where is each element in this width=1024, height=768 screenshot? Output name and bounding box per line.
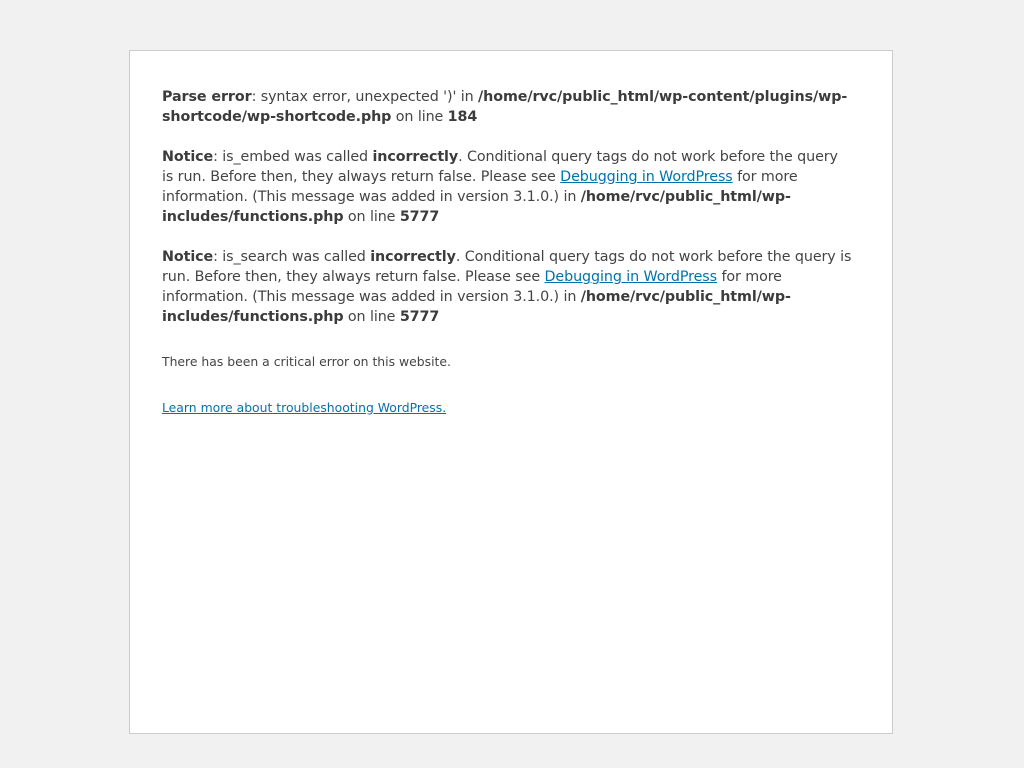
learn-more-troubleshooting-link[interactable]: Learn more about troubleshooting WordPress. — [162, 400, 447, 415]
notice-on-line: on line — [343, 209, 400, 225]
critical-error-message: There has been a critical error on this website. — [162, 354, 451, 369]
notice-suffix: for more information. (This message was added in version 3.1.0.) in — [162, 169, 798, 205]
parse-error-message — [162, 87, 852, 127]
notice-on-line: on line — [343, 309, 400, 325]
notice-path: /home/rvc/public_html/wp-includes/functions.php — [162, 289, 791, 325]
parse-error-on-line: on line — [391, 109, 448, 125]
parse-error-path: /home/rvc/public_html/wp-content/plugins/wp-shortcode/wp-shortcode.php — [162, 89, 848, 125]
notice-message — [162, 247, 852, 327]
parse-error-text: : syntax error, unexpected ')' in — [251, 89, 479, 105]
parse-error-line-number: 184 — [447, 109, 478, 125]
notice-prefix: : is_embed was called — [213, 149, 373, 165]
notice-incorrectly: incorrectly — [370, 249, 456, 265]
notice-middle: . Conditional query tags do not work before the query is run. Before then, they always return false. Please see — [162, 249, 852, 285]
notice-incorrectly: incorrectly — [372, 149, 459, 165]
notice-middle: . Conditional query tags do not work before the query is run. Before then, they always return false. Please see — [162, 149, 838, 185]
notice-prefix: : is_search was called — [213, 249, 371, 265]
notice-label: Notice — [162, 249, 214, 265]
error-content — [162, 87, 852, 417]
learn-more-paragraph — [162, 399, 852, 417]
notice-line-number: 5777 — [399, 209, 440, 225]
notice-message — [162, 147, 852, 227]
notice-suffix: for more information. (This message was added in version 3.1.0.) in — [162, 269, 782, 305]
notice-path: /home/rvc/public_html/wp-includes/functions.php — [162, 189, 791, 225]
parse-error-label: Parse error — [162, 89, 252, 105]
debugging-in-wordpress-link[interactable]: Debugging in WordPress — [544, 269, 717, 285]
error-panel — [129, 50, 893, 734]
notice-line-number: 5777 — [399, 309, 440, 325]
debugging-in-wordpress-link[interactable]: Debugging in WordPress — [560, 169, 733, 185]
notice-label: Notice — [162, 149, 214, 165]
